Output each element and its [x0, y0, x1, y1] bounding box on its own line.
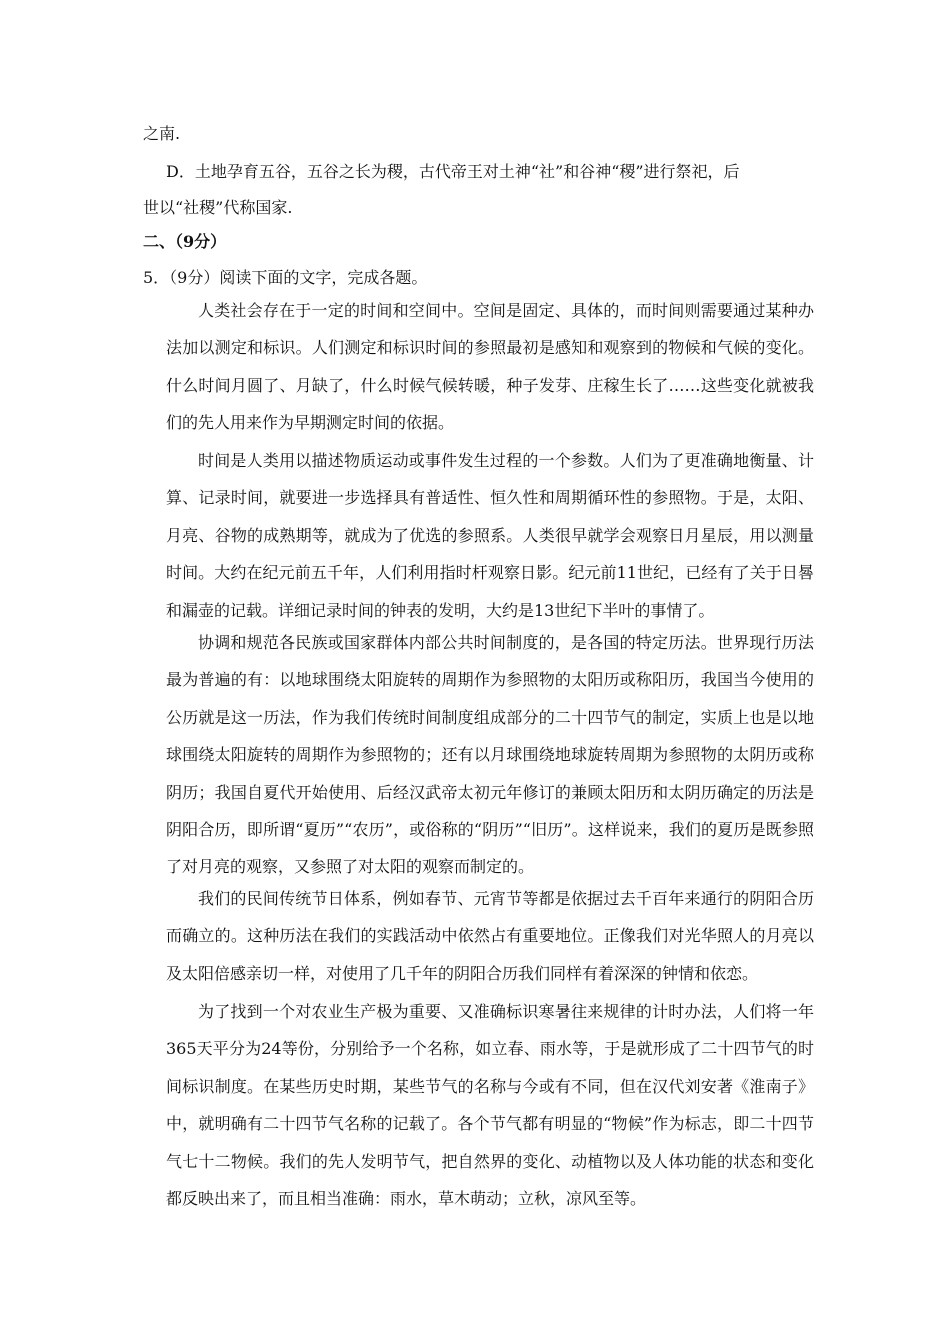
passage-paragraph-1: 人类社会存在于一定的时间和空间中。空间是固定、具体的，而时间则需要通过某种办法加以测定和标识。人们测定和标识时间的参照最初是感知和观察到的物候和气候的变化。什么时间月圆了、月缺了，什么时候气候转暖，种子发芽、庄稼生长了……这些变化就被我们的先人用来作为早期测定时间的依据。	[166, 301, 814, 433]
option-d-line-2: 世以“社稷”代称国家.	[143, 198, 293, 217]
question-stem: 5．（9分）阅读下面的文字，完成各题。	[143, 268, 428, 287]
previous-option-tail: 之南.	[143, 124, 181, 143]
section-heading: 二、（9分）	[143, 232, 227, 251]
passage-paragraph-5: 为了找到一个对农业生产极为重要、又准确标识寒暑往来规律的计时办法，人们将一年365天平分为24等份，分别给予一个名称，如立春、雨水等，于是就形成了二十四节气的时间标识制度。在某些历史时期，某些节气的名称与今或有不同，但在汉代刘安著《淮南子》中，就明确有二十四节气名称的记载了。各个节气都有明显的“物候”作为标志，即二十四节气七十二物候。我们的先人发明节气，把自然界的变化、动植物以及人体功能的状态和变化都反映出来了，而且相当准确：雨水，草木萌动；立秋，凉风至等。	[166, 1002, 814, 1209]
passage-paragraph-4: 我们的民间传统节日体系，例如春节、元宵节等都是依据过去千百年来通行的阴阳合历而确立的。这种历法在我们的实践活动中依然占有重要地位。正像我们对光华照人的月亮以及太阳倍感亲切一样，对使用了几千年的阴阳合历我们同样有着深深的钟情和依恋。	[166, 889, 814, 983]
option-d-line-1: D．土地孕育五谷，五谷之长为稷，古代帝王对土神“社”和谷神“稷”进行祭祀，后	[166, 162, 740, 181]
passage-paragraph-2: 时间是人类用以描述物质运动或事件发生过程的一个参数。人们为了更准确地衡量、计算、记录时间，就要进一步选择具有普适性、恒久性和周期循环性的参照物。于是，太阳、月亮、谷物的成熟期等，就成为了优选的参照系。人类很早就学会观察日月星辰，用以测量时间。大约在纪元前五千年，人们利用指时杆观察日影。纪元前11世纪，已经有了关于日晷和漏壶的记载。详细记录时间的钟表的发明，大约是13世纪下半叶的事情了。	[166, 451, 814, 620]
passage-paragraph-3: 协调和规范各民族或国家群体内部公共时间制度的，是各国的特定历法。世界现行历法最为普遍的有：以地球围绕太阳旋转的周期作为参照物的太阳历或称阳历，我国当今使用的公历就是这一历法，作为我们传统时间制度组成部分的二十四节气的制定，实质上也是以地球围绕太阳旋转的周期作为参照物的；还有以月球围绕地球旋转周期为参照物的太阴历或称阴历；我国自夏代开始使用、后经汉武帝太初元年修订的兼顾太阳历和太阴历确定的历法是阴阳合历，即所谓“夏历”“农历”，或俗称的“阴历”“旧历”。这样说来，我们的夏历是既参照了对月亮的观察，又参照了对太阳的观察而制定的。	[166, 633, 814, 877]
